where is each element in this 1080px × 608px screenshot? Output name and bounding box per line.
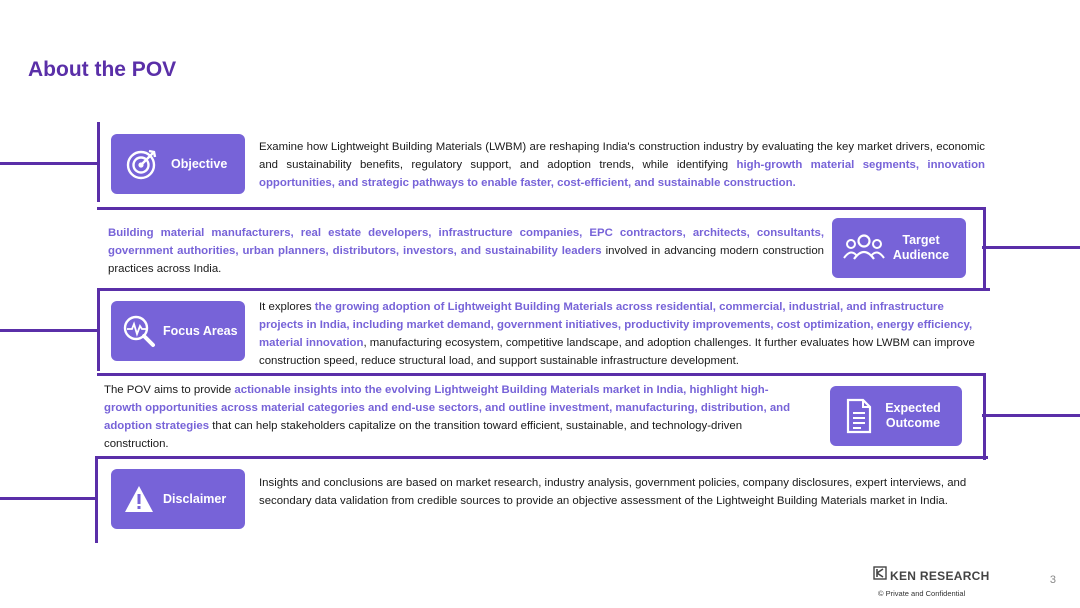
focus-areas-text: It explores the growing adoption of Lightweight Building Materials across residential, commercial, industrial, and infrastructure projects in India, including market demand, government initiatives, productivity improvements, cost optimization, energy efficiency, material innovation, manufacturing ecosystem, competitive landscape, and adoption challenges. It further evaluates how LWBM can improve construction speed, reduce structural load, and support sustainable infrastructure development.: [259, 301, 975, 367]
page-number: 3: [1049, 574, 1056, 586]
disclaimer-connector: [0, 497, 96, 500]
page-title: About the POV: [28, 58, 177, 81]
expected-outcome-badge: [830, 386, 962, 446]
target-audience-label: Target Audience: [892, 233, 950, 262]
expected-outcome-text: The POV aims to provide actionable insights into the evolving Lightweight Building Materials market in India, highlight high-growth opportunities across material categories and end-use sectors, and outline investment, manufacturing, distribution, and adoption strategies that can help stakeholders capitalize on the transition toward efficient, sustainable, and technology-driven construction.: [104, 384, 791, 450]
target-audience-connector: [982, 246, 1080, 249]
confidential-note: © Private and Confidential: [878, 589, 966, 598]
disclaimer-text: Insights and conclusions are based on market research, industry analysis, government policies, company disclosures, expert interviews, and secondary data validation from credible sources to provide an objective assessment of the Lightweight Building Materials market in India.: [259, 477, 967, 507]
warning-icon: [119, 484, 159, 514]
brand-logo: [873, 566, 990, 585]
brand-mark-icon: [873, 566, 887, 585]
expected-outcome-label: Expected Outcome: [885, 401, 941, 430]
focus-areas-label: Focus Areas: [163, 323, 238, 338]
brand-name: KEN RESEARCH: [890, 568, 990, 583]
target-audience-text: Building material manufacturers, real estate developers, infrastructure companies, EPC contractors, architects, consultants, government authorities, urban planners, distributors, investors, and sustainability leaders involved in advancing modern construction practices across India.: [108, 227, 824, 275]
group-icon: [838, 231, 890, 265]
objective-text: Examine how Lightweight Building Materials (LWBM) are reshaping India's construction industry by evaluating the key market drivers, economic and sustainability benefits, regulatory support, and adoption trends, while identifying high-growth material segments, innovation opportunities, and strategic pathways to enable faster, cost-efficient, and sustainable construction.: [259, 141, 985, 189]
disclaimer-badge: [111, 469, 245, 529]
objective-badge: [111, 134, 245, 194]
disclaimer-label: Disclaimer: [163, 491, 227, 506]
focus-areas-badge: [111, 301, 245, 361]
magnifier-pulse-icon: [117, 313, 161, 349]
target-audience-badge: [832, 218, 966, 278]
focus-areas-connector: [0, 329, 98, 332]
objective-label: Objective: [171, 156, 228, 171]
expected-outcome-connector: [982, 414, 1080, 417]
target-icon: [117, 147, 167, 181]
objective-connector: [0, 162, 98, 165]
document-icon: [836, 398, 882, 434]
